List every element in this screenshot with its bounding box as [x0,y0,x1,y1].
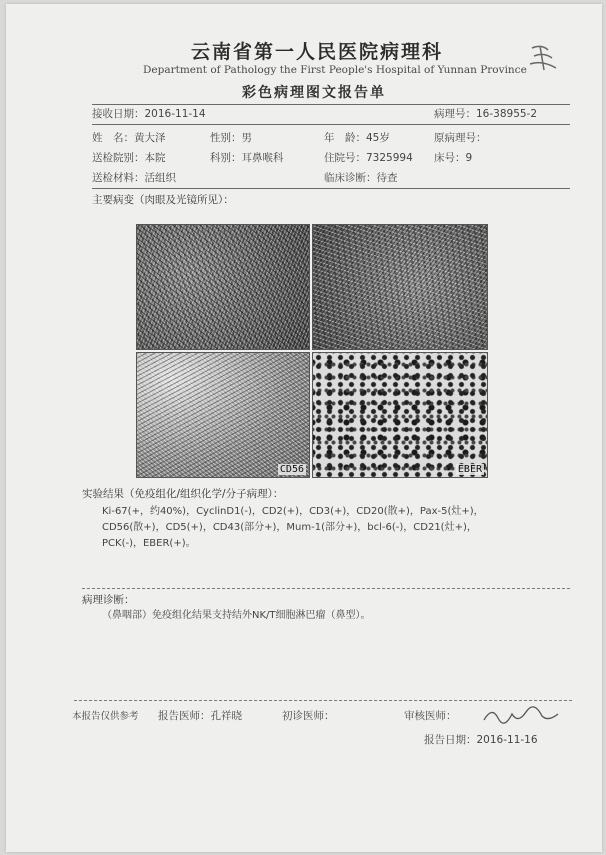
initial-physician: 初诊医师： [282,710,335,722]
histology-image-eber [312,352,488,478]
hospital-name: 云南省第一人民医院病理科 [191,41,444,63]
report-title: 彩色病理图文报告单 [242,85,386,101]
hospital-name-en: Department of Pathology the First People's Hospital of Yunnan Province [143,64,527,76]
footer-note: 本报告仅供参考 [72,711,139,722]
clinical-diagnosis: 临床诊断：待查 [324,172,398,184]
diagnosis-text: （鼻咽部）免疫组化结果支持结外NK/T细胞淋巴瘤（鼻型）。 [102,610,371,621]
submitting-hospital: 送检院别：本院 [92,152,166,164]
diagnosis-heading: 病理诊断： [82,594,135,606]
histology-image-he-low [136,224,310,350]
histology-image-he-high [312,224,488,350]
histology-image-cd56 [136,352,310,478]
pathology-number: 病理号：16-38955-2 [434,108,538,120]
header-divider [92,104,570,105]
findings-heading: 主要病变（肉眼及光镜所见）： [92,194,234,206]
reviewer-signature [482,704,562,728]
cd56-label: CD56 [279,464,304,475]
original-pathology-number: 原病理号： [434,132,487,144]
specimen: 送检材料：活组织 [92,172,176,184]
received-date: 接收日期：2016-11-14 [92,108,206,120]
reporting-physician: 报告医师：孔祥晓 [158,710,242,722]
handwritten-mark [526,42,560,72]
report-date: 报告日期：2016-11-16 [424,734,538,746]
department: 科别：耳鼻喉科 [210,152,284,164]
patient-age: 年 龄：45岁 [324,132,390,144]
patient-name: 姓 名：黄大泽 [92,132,166,144]
footer-divider [74,700,572,701]
eber-label: EBER [457,464,482,475]
patient-gender: 性别：男 [210,132,252,144]
diagnosis-divider-top [82,588,570,589]
report-paper [6,4,602,852]
bed-number: 床号：9 [434,152,473,164]
experiment-heading: 实验结果（免疫组化/组织化学/分子病理）： [82,488,284,500]
admission-number: 住院号：7325994 [324,152,413,164]
experiment-results: Ki-67(+，约40%)，CyclinD1(-)，CD2(+)，CD3(+)，CD20(散+)，Pax-5(灶+)，CD56(散+)，CD5(+)，CD43(部分+)，Mum-1(部分+)，bcl-6(-)，CD21(灶+)，PCK(-)，EBER(+)。 [102,506,484,549]
reviewing-physician: 审核医师： [404,710,457,722]
row-divider-1 [92,124,570,125]
row-divider-2 [92,188,570,189]
